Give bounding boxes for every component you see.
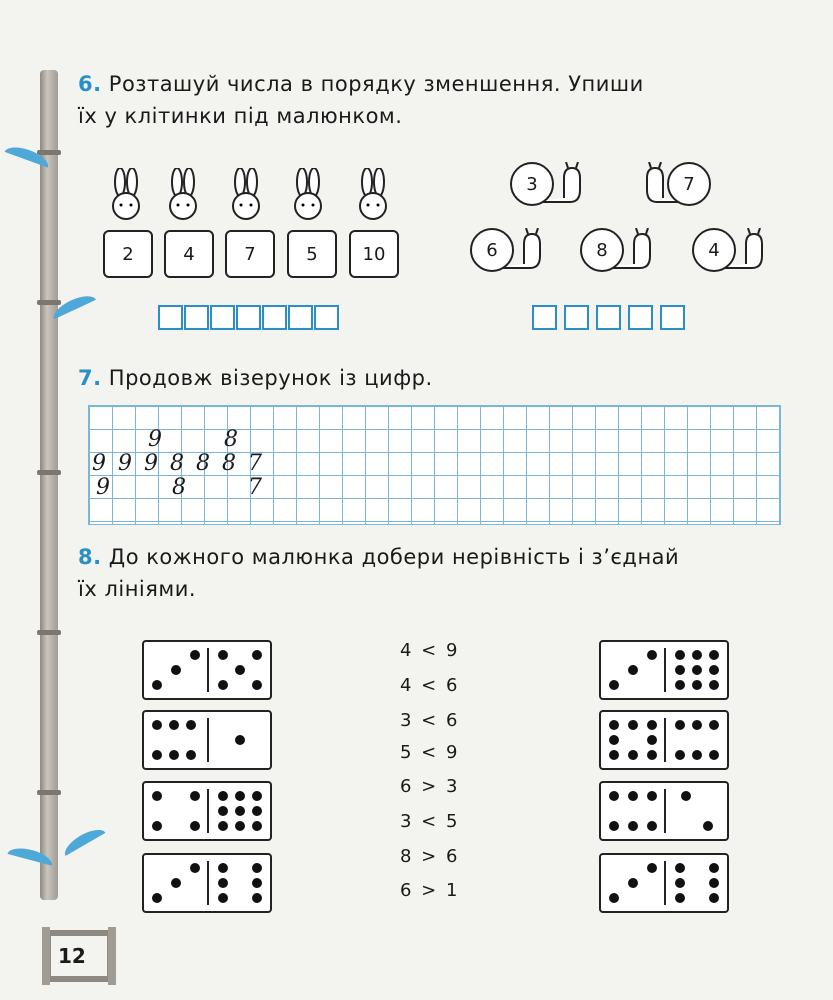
- domino-3-6-right[interactable]: [599, 853, 729, 913]
- dot: [152, 680, 162, 690]
- snail-number: 4: [692, 228, 736, 272]
- task-6-title: [78, 72, 644, 96]
- pattern-digit: 8: [196, 451, 210, 476]
- dot: [628, 750, 638, 760]
- pattern-digit: 7: [248, 451, 262, 476]
- inequality[interactable]: 3 < 6: [400, 710, 460, 731]
- dot: [609, 821, 619, 831]
- dot: [252, 791, 262, 801]
- dot: [647, 735, 657, 745]
- dot: [709, 720, 719, 730]
- dot: [252, 821, 262, 831]
- dot: [628, 791, 638, 801]
- dot: [171, 878, 181, 888]
- dot: [692, 750, 702, 760]
- dot: [190, 791, 200, 801]
- dot: [703, 821, 713, 831]
- bamboo-node: [37, 300, 61, 305]
- bamboo-decoration: [40, 70, 58, 900]
- task-text: Продовж візерунок із цифр.: [108, 366, 433, 390]
- inequality[interactable]: 3 < 5: [400, 811, 460, 832]
- dot: [252, 863, 262, 873]
- dot: [709, 650, 719, 660]
- domino-8-6[interactable]: [599, 710, 729, 770]
- dot: [235, 735, 245, 745]
- dot: [609, 750, 619, 760]
- dot: [647, 791, 657, 801]
- answer-box[interactable]: [236, 305, 261, 330]
- bunny-number-card: 2: [103, 230, 153, 278]
- answer-box[interactable]: [596, 305, 621, 330]
- dot: [675, 893, 685, 903]
- bunny-number-card: 10: [349, 230, 399, 278]
- domino-6-2[interactable]: [599, 781, 729, 841]
- dot: [190, 863, 200, 873]
- dot: [218, 821, 228, 831]
- pattern-digit: 8: [224, 427, 238, 452]
- answer-box[interactable]: [564, 305, 589, 330]
- dot: [709, 750, 719, 760]
- task-number: 7.: [78, 366, 102, 390]
- dot: [218, 863, 228, 873]
- bunny-icon: [228, 168, 264, 230]
- pattern-digit: 7: [248, 475, 262, 500]
- answer-box[interactable]: [288, 305, 313, 330]
- dot: [218, 806, 228, 816]
- dot: [169, 720, 179, 730]
- dot: [218, 650, 228, 660]
- pattern-digit: 9: [144, 451, 158, 476]
- bamboo-node: [37, 150, 61, 155]
- domino-divider: [664, 861, 666, 905]
- bunny-icon: [355, 168, 391, 230]
- dot: [628, 720, 638, 730]
- snail-number: 8: [580, 228, 624, 272]
- dot: [171, 665, 181, 675]
- page-number: 12: [58, 944, 86, 968]
- bunny-number-card: 7: [225, 230, 275, 278]
- domino-3-5[interactable]: [142, 640, 272, 700]
- dot: [709, 665, 719, 675]
- dot: [609, 735, 619, 745]
- dot: [152, 791, 162, 801]
- inequality[interactable]: 4 < 6: [400, 675, 460, 696]
- dot: [152, 893, 162, 903]
- dot: [252, 893, 262, 903]
- domino-4-9[interactable]: [142, 781, 272, 841]
- dot: [218, 680, 228, 690]
- dot: [235, 791, 245, 801]
- pattern-digit: 8: [172, 475, 186, 500]
- dot: [692, 665, 702, 675]
- answer-box[interactable]: [210, 305, 235, 330]
- dot: [675, 750, 685, 760]
- dot: [675, 720, 685, 730]
- bamboo-node: [37, 790, 61, 795]
- dot: [235, 821, 245, 831]
- task-8-title: [78, 545, 679, 569]
- pattern-digit: 9: [92, 451, 106, 476]
- dot: [647, 863, 657, 873]
- answer-box[interactable]: [262, 305, 287, 330]
- bunny-icon: [165, 168, 201, 230]
- snail-number: 3: [510, 162, 554, 206]
- domino-3-9[interactable]: [599, 640, 729, 700]
- dot: [252, 680, 262, 690]
- dot: [252, 806, 262, 816]
- dot: [235, 665, 245, 675]
- pattern-grid[interactable]: [88, 405, 781, 525]
- inequality[interactable]: 5 < 9: [400, 742, 460, 763]
- dot: [190, 821, 200, 831]
- pattern-digit: 8: [170, 451, 184, 476]
- dot: [186, 720, 196, 730]
- dot: [709, 878, 719, 888]
- dot: [681, 791, 691, 801]
- dot: [190, 650, 200, 660]
- dot: [218, 893, 228, 903]
- dot: [675, 878, 685, 888]
- answer-box[interactable]: [660, 305, 685, 330]
- dot: [252, 650, 262, 660]
- answer-box[interactable]: [314, 305, 339, 330]
- bamboo-node: [37, 630, 61, 635]
- domino-divider: [207, 789, 209, 833]
- pattern-digit: 9: [96, 475, 110, 500]
- dot: [675, 650, 685, 660]
- dot: [609, 893, 619, 903]
- domino-divider: [664, 648, 666, 692]
- dot: [709, 893, 719, 903]
- dot: [609, 791, 619, 801]
- snail-number: 7: [667, 162, 711, 206]
- dot: [235, 806, 245, 816]
- dot: [152, 720, 162, 730]
- leaf-icon: [61, 824, 106, 856]
- dot: [647, 720, 657, 730]
- bunny-number-card: 4: [164, 230, 214, 278]
- dot: [692, 650, 702, 660]
- answer-box[interactable]: [532, 305, 557, 330]
- bunny-icon: [290, 168, 326, 230]
- dot: [628, 665, 638, 675]
- dot: [647, 750, 657, 760]
- answer-box[interactable]: [158, 305, 183, 330]
- domino-divider: [207, 648, 209, 692]
- dot: [647, 650, 657, 660]
- domino-divider: [207, 861, 209, 905]
- domino-3-6[interactable]: [142, 853, 272, 913]
- pattern-digit: 8: [222, 451, 236, 476]
- bunny-icon: [108, 168, 144, 230]
- inequality[interactable]: 4 < 9: [400, 640, 460, 661]
- bamboo-node: [37, 470, 61, 475]
- dot: [252, 878, 262, 888]
- dot: [647, 821, 657, 831]
- domino-6-1[interactable]: [142, 710, 272, 770]
- task-text: До кожного малюнка добери нерівність і з’єднай: [108, 545, 680, 569]
- dot: [628, 878, 638, 888]
- dot: [709, 863, 719, 873]
- dot: [152, 750, 162, 760]
- dot: [609, 720, 619, 730]
- inequality[interactable]: 6 > 1: [400, 880, 460, 901]
- task-number: 6.: [78, 72, 102, 96]
- dot: [675, 665, 685, 675]
- task-6-line2: їх у клітинки під малюнком.: [78, 104, 403, 128]
- answer-box[interactable]: [628, 305, 653, 330]
- dot: [152, 821, 162, 831]
- dot: [186, 750, 196, 760]
- dot: [709, 680, 719, 690]
- inequality[interactable]: 8 > 6: [400, 846, 460, 867]
- inequality[interactable]: 6 > 3: [400, 776, 460, 797]
- pattern-digit: 9: [148, 427, 162, 452]
- dot: [692, 680, 702, 690]
- pattern-digit: 9: [118, 451, 132, 476]
- dot: [609, 680, 619, 690]
- answer-box[interactable]: [184, 305, 209, 330]
- bunny-number-card: 5: [287, 230, 337, 278]
- dot: [169, 750, 179, 760]
- domino-divider: [207, 718, 209, 762]
- snail-number: 6: [470, 228, 514, 272]
- domino-divider: [664, 718, 666, 762]
- dot: [218, 791, 228, 801]
- dot: [628, 821, 638, 831]
- dot: [218, 878, 228, 888]
- dot: [692, 720, 702, 730]
- dot: [675, 680, 685, 690]
- task-number: 8.: [78, 545, 102, 569]
- domino-divider: [664, 789, 666, 833]
- task-7-title: [78, 366, 433, 390]
- task-8-line2: їх лініями.: [78, 577, 197, 601]
- task-text: Розташуй числа в порядку зменшення. Упиши: [108, 72, 644, 96]
- dot: [675, 863, 685, 873]
